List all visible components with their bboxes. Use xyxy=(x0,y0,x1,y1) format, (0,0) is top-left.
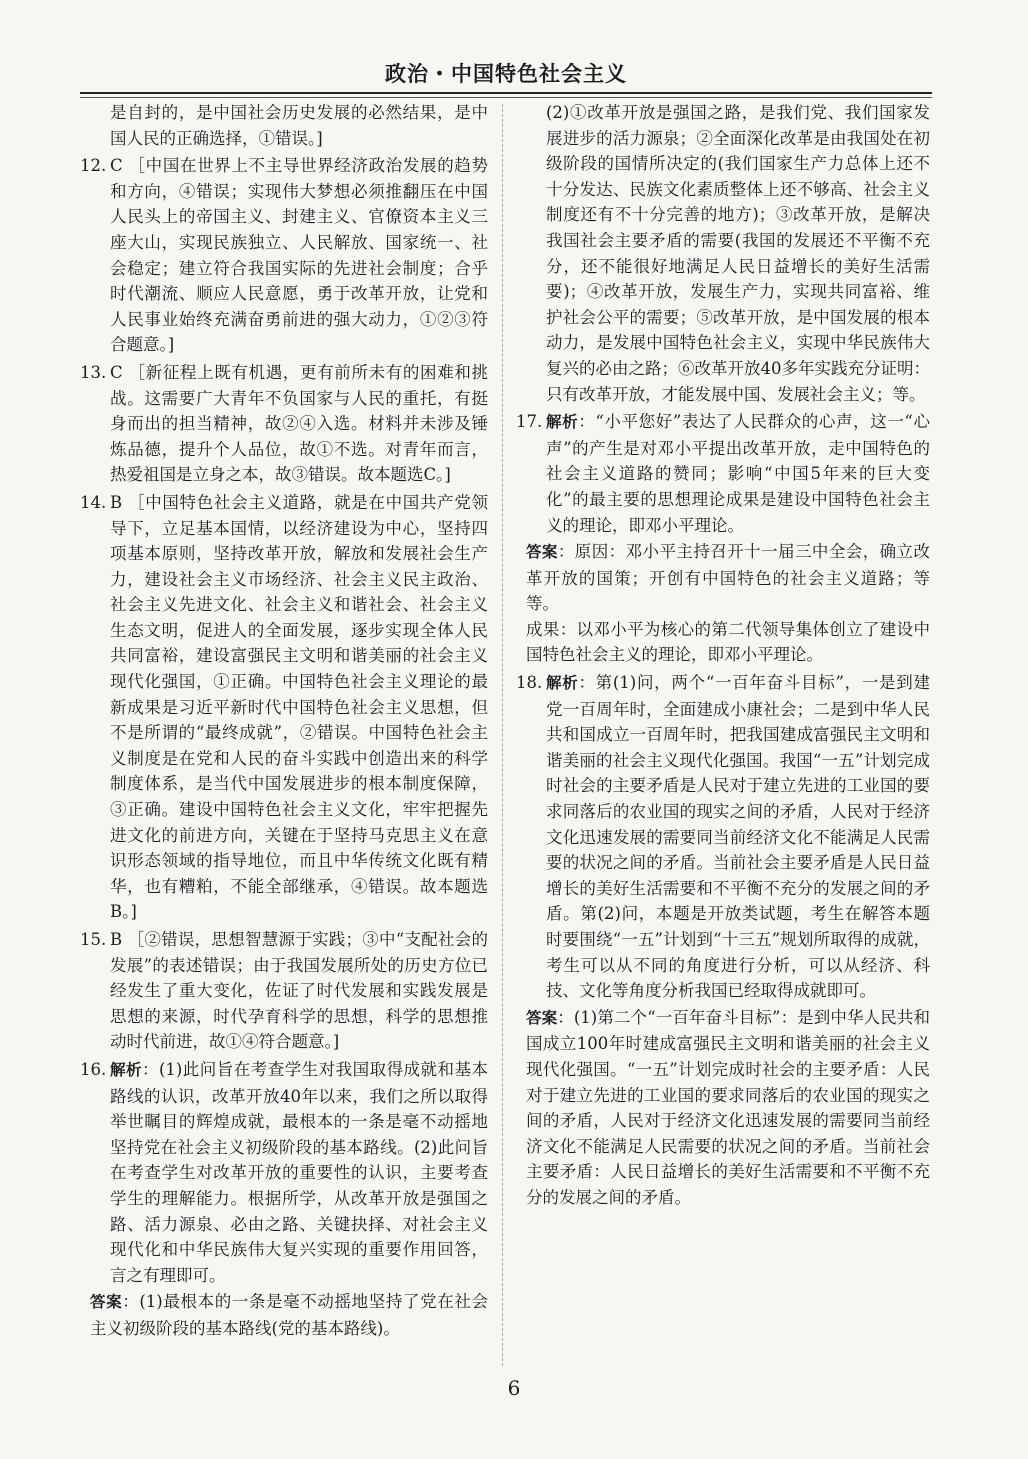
right-column xyxy=(516,100,930,1211)
page-header-title: 政治・中国特色社会主义 xyxy=(385,62,627,86)
answer-text: ：原因：邓小平主持召开十一届三中全会，确立改革开放的国策；开创有中国特色的社会主义道路；等等。 xyxy=(526,542,930,614)
left-column xyxy=(80,100,488,1342)
column-divider xyxy=(502,104,503,1366)
header-rule-thin xyxy=(80,97,932,98)
page-number: 6 xyxy=(507,1376,521,1400)
answer-label: 答案 xyxy=(90,1293,123,1312)
answer-item-12 xyxy=(80,153,488,358)
item-text: C ［中国在世界上不主导世界经济政治发展的趋势和方向，④错误；实现伟大梦想必须推翻压在中国人民头上的帝国主义、封建主义、官僚资本主义三座大山，实现民族独立、人民解放、国家统一、社会稳定；建立符合我国实际的先进社会制度；合乎时代潮流、顺应人民意愿，勇于改革开放，让党和人民事业始终充满奋勇前进的强大动力，①②③符合题意。] xyxy=(110,156,488,355)
answer-block-16 xyxy=(90,1289,488,1341)
answer-item-17 xyxy=(516,409,930,538)
answer-item-14 xyxy=(80,490,488,925)
header-rule-thick xyxy=(80,92,932,94)
item-number: 17. xyxy=(516,412,543,432)
analysis-label: 解析 xyxy=(546,413,579,432)
analysis-text: ：第(1)问，两个“一百年奋斗目标”，一是到建党一百周年时，全面建成小康社会；二是到中华人民共和国成立一百周年时，把我国建成富强民主文明和谐美丽的社会主义现代化强国。我国“一五”计划完成时社会的主要矛盾是人民对于建立先进的工业国的要求同落后的农业国的现实之间的矛盾，人民对于经济文化迅速发展的需要同当前经济文化不能满足人民需要的状况之间的矛盾。当前社会主要矛盾是人民日益增长的美好生活需要和不平衡不充分的发展之间的矛盾。第(2)问，本题是开放类试题，考生在解答本题时要围绕“一五”计划到“十三五”规划所取得的成就，考生可以从不同的角度进行分析，可以从经济、科技、文化等角度分析我国已经取得成就即可。 xyxy=(546,673,930,1001)
answer-label: 答案 xyxy=(526,1008,558,1027)
item-number: 15. xyxy=(80,930,107,949)
continued-answer-11: 是自封的，是中国社会历史发展的必然结果，是中国人民的正确选择，①错误。] xyxy=(110,103,488,148)
analysis-label: 解析 xyxy=(110,1060,142,1079)
item-text: B ［②错误，思想智慧源于实践；③中“支配社会的发展”的表述错误；由于我国发展所处的历史方位已经发生了重大变化，佐证了时代发展和实践发展是思想的来源，时代孕育科学的思想，科学的思想推动时代前进，故①④符合题意。] xyxy=(110,930,488,1052)
answer-item-18 xyxy=(516,670,930,1004)
continued-answer-16: (2)①改革开放是强国之路，是我们党、我们国家发展进步的活力源泉；②全面深化改革是由我国处在初级阶段的国情所决定的(我们国家生产力总体上还不十分发达、民族文化素质整体上还不够高、社会主义制度还有不十分完善的地方)；③改革开放，是解决我国社会主要矛盾的需要(我国的发展还不平衡不充分，还不能很好地满足人民日益增长的美好生活需要)；④改革开放，发展生产力，实现共同富裕、维护社会公平的需要；⑤改革开放，是中国发展的根本动力，是发展中国特色社会主义，实现中华民族伟大复兴的必由之路；⑥改革开放40多年实践充分证明：只有改革开放，才能发展中国、发展社会主义；等。 xyxy=(546,103,930,404)
item-number: 18. xyxy=(516,673,543,693)
answer-text: ：(1)第二个“一百年奋斗目标”：是到中华人民共和国成立100年时建成富强民主文明和谐美丽的社会主义现代化强国。“一五”计划完成时社会的主要矛盾：人民对于建立先进的工业国的要求同落后的农业国的现实之间的矛盾，人民对于经济文化迅速发展的需要同当前经济文化不能满足人民需要的状况之间的矛盾。当前社会主要矛盾：人民日益增长的美好生活需要和不平衡不充分的发展之间的矛盾。 xyxy=(526,1007,930,1207)
analysis-text: ：“小平您好”表达了人民群众的心声，这一“心声”的产生是对邓小平提出改革开放，走中国特色的社会主义道路的赞同；影响“中国5年来的巨大变化”的最主要的思想理论成果是建设中国特色社会主义的理论，即邓小平理论。 xyxy=(546,412,930,535)
item-number: 14. xyxy=(80,492,107,512)
item-number: 16. xyxy=(80,1059,107,1079)
item-number: 12. xyxy=(80,156,107,176)
analysis-label: 解析 xyxy=(546,674,579,693)
answer-block-17 xyxy=(526,539,930,617)
item-text: B ［中国特色社会主义道路，就是在中国共产党领导下，立足基本国情，以经济建设为中心，坚持四项基本原则，坚持改革开放，解放和发展社会生产力，建设社会主义市场经济、社会主义民主政治、社会主义先进文化、社会主义和谐社会、社会主义生态文明，促进人的全面发展，逐步实现全体人民共同富裕，建设富强民主文明和谐美丽的社会主义现代化强国，①正确。中国特色社会主义理论的最新成果是习近平新时代中国特色社会主义思想，但不是所谓的“最终成就”，②错误。中国特色社会主义制度是在党和人民的奋斗实践中创造出来的科学制度体系，是当代中国发展进步的根本制度保障，③正确。建设中国特色社会主义文化，牢牢把握先进文化的前进方向，关键在于坚持马克思主义在意识形态领域的指导地位，而且中华传统文化既有精华，也有糟粕，不能全部继承，④错误。故本题选B。] xyxy=(110,492,488,922)
item-text: C ［新征程上既有机遇，更有前所未有的困难和挑战。这需要广大青年不负国家与人民的重托，有挺身而出的担当精神，故②④入选。材料并未涉及锤炼品德，提升个人品位，故①不选。对青年而言，热爱祖国是立身之本，故③错误。故本题选C。] xyxy=(110,362,488,485)
answer-item-15 xyxy=(80,927,488,1055)
answer-label: 答案 xyxy=(526,543,558,562)
item-number: 13. xyxy=(80,362,107,382)
result-text-17: 成果：以邓小平为核心的第二代领导集体创立了建设中国特色社会主义的理论，即邓小平理论。 xyxy=(526,619,930,665)
answer-item-13 xyxy=(80,360,488,488)
analysis-text: ：(1)此问旨在考查学生对我国取得成就和基本路线的认识，改革开放40年以来，我们之所以取得举世瞩目的辉煌成就，最根本的一条是毫不动摇地坚持党在社会主义初级阶段的基本路线。(2)此问旨在考查学生对改革开放的重要性的认识，主要考查学生的理解能力。根据所学，从改革开放是强国之路、活力源泉、必由之路、关键抉择、对社会主义现代化和中华民族伟大复兴实现的重要作用回答，言之有理即可。 xyxy=(110,1059,488,1285)
answer-item-16 xyxy=(80,1057,488,1288)
answer-block-18 xyxy=(526,1005,930,1211)
answer-text: ：(1)最根本的一条是毫不动摇地坚持了党在社会主义初级阶段的基本路线(党的基本路线)。 xyxy=(90,1292,488,1338)
